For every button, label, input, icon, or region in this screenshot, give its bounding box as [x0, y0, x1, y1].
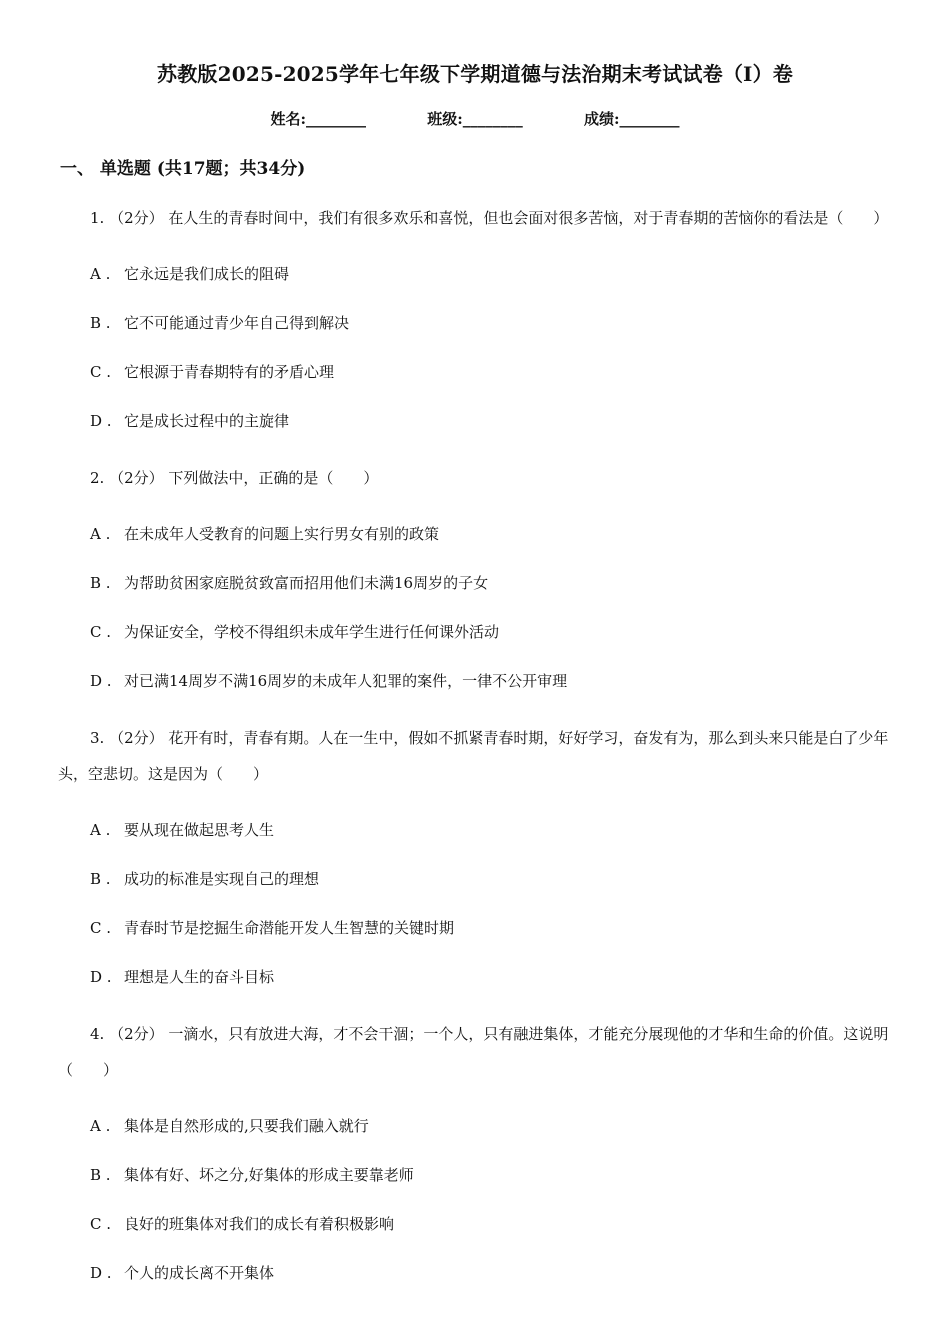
option-letter: C .	[90, 1215, 112, 1233]
question-4	[58, 1016, 892, 1284]
option-d	[58, 967, 892, 988]
option-text: 青春时节是挖掘生命潜能开发人生智慧的关键时期	[124, 919, 455, 937]
option-text: 它不可能通过青少年自己得到解决	[124, 314, 350, 332]
question-stem: 4. （2分） 一滴水，只有放进大海，才不会干涸；一个人，只有融进集体，才能充分展现他的才华和生命的价值。这说明（ ）	[58, 1025, 889, 1079]
option-b	[58, 869, 892, 890]
question-stem: 1. （2分） 在人生的青春时间中，我们有很多欢乐和喜悦，但也会面对很多苦恼，对于青春期的苦恼你的看法是（ ）	[90, 209, 889, 227]
option-letter: A .	[90, 1117, 111, 1135]
option-letter: B .	[90, 1166, 111, 1184]
option-text: 在未成年人受教育的问题上实行男女有别的政策	[124, 525, 440, 543]
option-a	[58, 264, 892, 285]
option-c	[58, 362, 892, 383]
option-letter: A .	[90, 265, 111, 283]
question-stem: 3. （2分） 花开有时，青春有期。人在一生中，假如不抓紧青春时期，好好学习，奋发有为，那么到头来只能是白了少年头，空悲切。这是因为（ ）	[58, 729, 889, 783]
option-a	[58, 820, 892, 841]
option-d	[58, 411, 892, 432]
option-text: 集体是自然形成的,只要我们融入就行	[124, 1117, 369, 1135]
student-info-row	[0, 108, 950, 129]
option-b	[58, 313, 892, 334]
option-text: 个人的成长离不开集体	[124, 1264, 275, 1282]
option-text: 为保证安全，学校不得组织未成年学生进行任何课外活动	[124, 623, 500, 641]
option-letter: B .	[90, 870, 111, 888]
option-letter: A .	[90, 821, 111, 839]
option-letter: D .	[90, 1264, 112, 1282]
option-letter: D .	[90, 412, 112, 430]
option-text: 它永远是我们成长的阻碍	[124, 265, 290, 283]
option-letter: B .	[90, 314, 111, 332]
option-letter: B .	[90, 574, 111, 592]
option-d	[58, 1263, 892, 1284]
name-field: 姓名:________	[270, 110, 366, 128]
option-b	[58, 573, 892, 594]
option-a	[58, 1116, 892, 1137]
question-1	[58, 200, 892, 432]
option-text: 良好的班集体对我们的成长有着积极影响	[124, 1215, 395, 1233]
question-stem: 2. （2分） 下列做法中，正确的是（ ）	[90, 469, 379, 487]
question-list	[58, 200, 892, 1284]
option-text: 成功的标准是实现自己的理想	[124, 870, 320, 888]
option-text: 它是成长过程中的主旋律	[124, 412, 290, 430]
section-heading: 一、 单选题 (共17题；共34分)	[60, 159, 306, 179]
question-3	[58, 720, 892, 988]
exam-title: 苏教版2025-2025学年七年级下学期道德与法治期末考试试卷（I）卷	[157, 62, 793, 86]
option-letter: C .	[90, 919, 112, 937]
option-c	[58, 1214, 892, 1235]
option-text: 它根源于青春期特有的矛盾心理	[124, 363, 335, 381]
class-field: 班级:________	[427, 110, 523, 128]
option-letter: A .	[90, 525, 111, 543]
option-text: 集体有好、坏之分,好集体的形成主要靠老师	[124, 1166, 414, 1184]
option-letter: C .	[90, 623, 112, 641]
option-letter: C .	[90, 363, 112, 381]
option-c	[58, 622, 892, 643]
option-text: 对已满14周岁不满16周岁的未成年人犯罪的案件，一律不公开审理	[124, 672, 568, 690]
option-c	[58, 918, 892, 939]
option-letter: D .	[90, 968, 112, 986]
question-2	[58, 460, 892, 692]
option-d	[58, 671, 892, 692]
option-text: 为帮助贫困家庭脱贫致富而招用他们未满16周岁的子女	[124, 574, 489, 592]
option-letter: D .	[90, 672, 112, 690]
score-field: 成绩:________	[584, 110, 680, 128]
option-text: 要从现在做起思考人生	[124, 821, 275, 839]
option-a	[58, 524, 892, 545]
option-b	[58, 1165, 892, 1186]
option-text: 理想是人生的奋斗目标	[124, 968, 275, 986]
